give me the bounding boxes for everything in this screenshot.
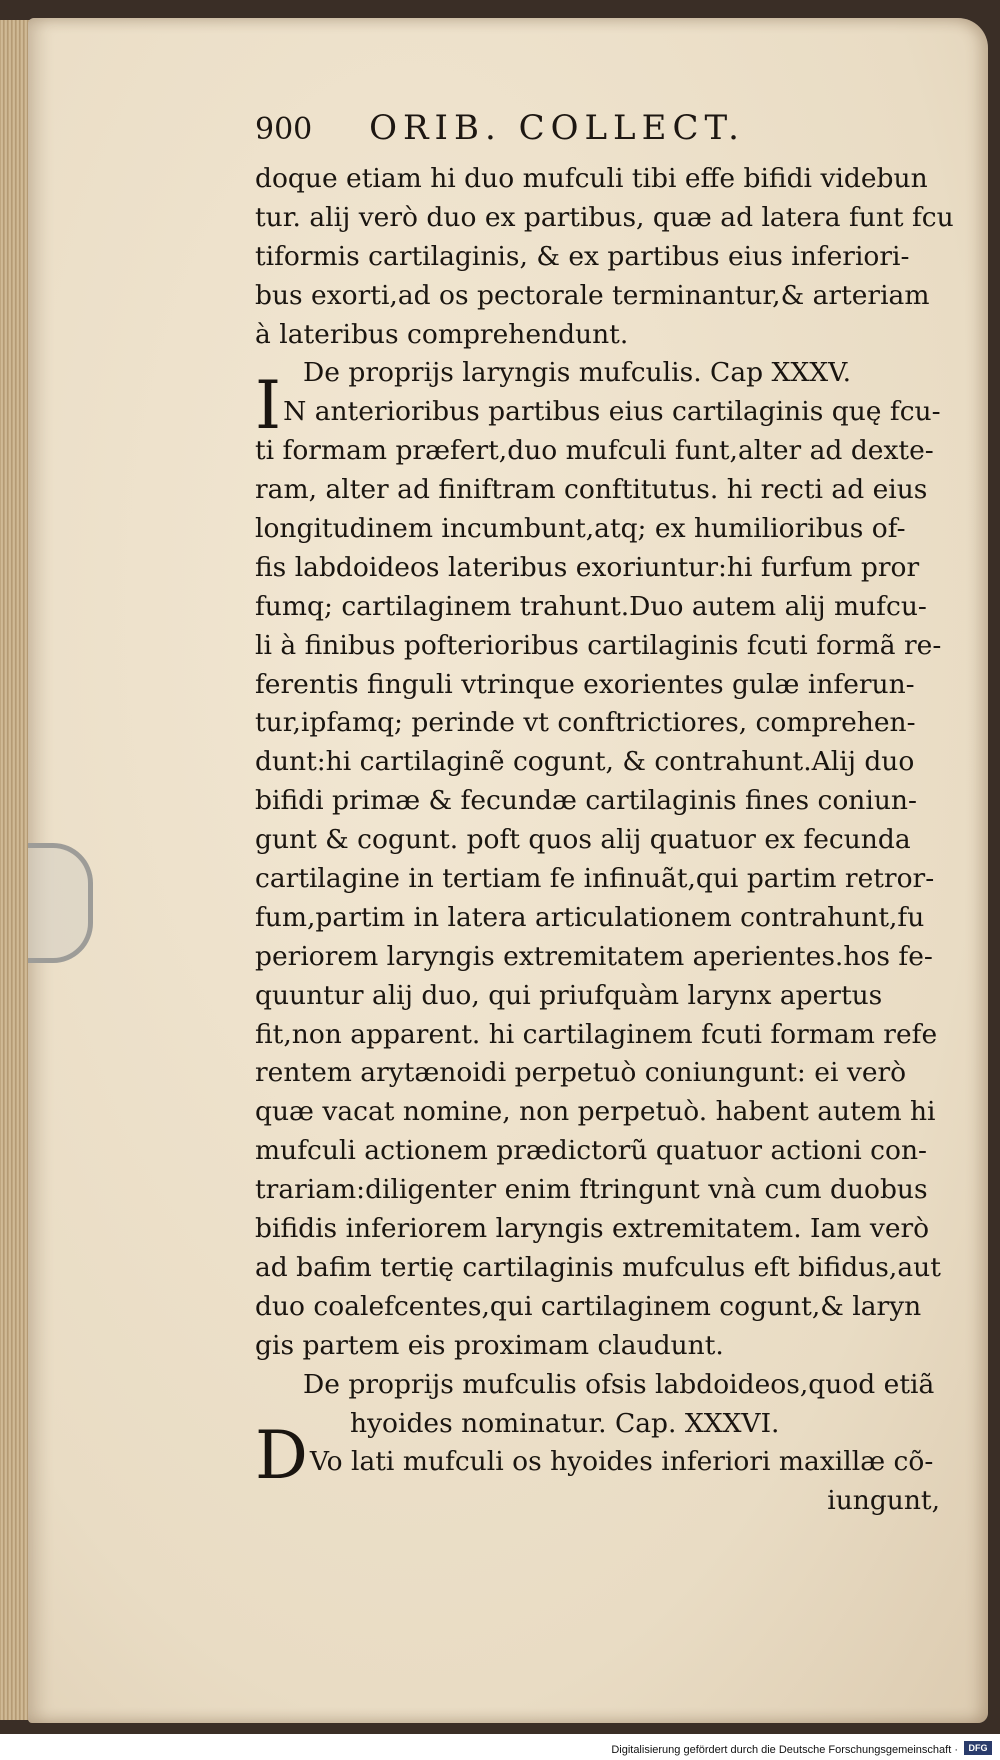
line-text: cartilagine in tertiam fe infinuãt,qui partim retror- bbox=[255, 863, 935, 895]
line-text: tur. alij verò duo ex partibus, quæ ad latera funt fcu bbox=[255, 201, 954, 233]
text-line bbox=[255, 1482, 950, 1521]
line-text: tur,ipfamq; perinde vt conftrictiores, comprehen- bbox=[255, 707, 916, 739]
line-text: quæ vacat nomine, non perpetuò. habent autem hi bbox=[255, 1096, 936, 1128]
drop-capital: D bbox=[255, 1417, 308, 1495]
line-text: ti formam præfert,duo mufculi funt,alter ad dexte- bbox=[255, 435, 934, 467]
text-line bbox=[255, 199, 954, 238]
text-line bbox=[255, 316, 950, 355]
funding-credit: Digitalisierung gefördert durch die Deutsche Forschungsgemeinschaft · bbox=[611, 1744, 958, 1756]
line-text: fit,non apparent. hi cartilaginem fcuti formam refe bbox=[255, 1018, 938, 1050]
text-line bbox=[255, 977, 950, 1016]
line-text: gis partem eis proximam claudunt. bbox=[255, 1329, 724, 1361]
text-line bbox=[255, 704, 950, 743]
text-line bbox=[255, 1210, 950, 1249]
text-line bbox=[255, 1249, 950, 1288]
chapter-heading-line bbox=[255, 354, 950, 393]
line-text: doque etiam hi duo mufculi tibi effe bifidi videbun bbox=[255, 163, 928, 194]
text-line bbox=[255, 471, 950, 510]
line-text: ram, alter ad finiftram conftitutus. hi recti ad eius bbox=[255, 474, 928, 506]
text-line bbox=[255, 549, 950, 588]
page-number: 900 bbox=[255, 112, 313, 147]
chapter-heading-line bbox=[255, 1366, 950, 1405]
line-text: periorem laryngis extremitatem aperientes.hos fe- bbox=[255, 940, 933, 972]
line-text: li à finibus pofterioribus cartilaginis fcuti formã re- bbox=[255, 629, 942, 661]
text-line bbox=[255, 160, 950, 199]
line-text: bus exorti,ad os pectorale terminantur,& arteriam bbox=[255, 279, 930, 311]
running-head bbox=[255, 108, 855, 148]
digitization-footer bbox=[0, 1734, 1000, 1760]
line-text: Vo lati mufculi os hyoides inferiori maxillæ cõ- bbox=[309, 1446, 934, 1478]
line-text: fis labdoideos lateribus exoriuntur:hi furfum pror bbox=[255, 551, 920, 583]
line-text: fumq; cartilaginem trahunt.Duo autem alij mufcu- bbox=[255, 590, 927, 622]
dfg-logo: DFG bbox=[964, 1741, 992, 1755]
line-text: ferentis finguli vtrinque exorientes gulæ inferun- bbox=[255, 668, 915, 700]
text-line bbox=[255, 1054, 950, 1093]
text-line bbox=[255, 1132, 950, 1171]
running-title: ORIB. COLLECT. bbox=[369, 108, 745, 148]
body-text bbox=[255, 160, 954, 1521]
text-line bbox=[255, 1288, 950, 1327]
line-text: N anterioribus partibus eius cartilaginis quę fcu- bbox=[283, 396, 941, 428]
line-text: duo coalefcentes,qui cartilaginem cogunt,& laryn bbox=[255, 1290, 922, 1322]
line-text: gunt & cogunt. poft quos alij quatuor ex fecunda bbox=[255, 824, 911, 856]
text-line bbox=[255, 782, 950, 821]
line-text: à lateribus comprehendunt. bbox=[255, 318, 629, 350]
text-line bbox=[255, 627, 950, 666]
text-line bbox=[255, 510, 950, 549]
line-text: longitudinem incumbunt,atq; ex humilioribus of- bbox=[255, 513, 906, 545]
line-text: De proprijs mufculis ofsis labdoideos,quod etiã bbox=[303, 1368, 935, 1400]
line-text: ad bafim tertię cartilaginis mufculus eft bifidus,aut bbox=[255, 1251, 941, 1283]
text-line bbox=[255, 666, 950, 705]
text-line bbox=[255, 588, 950, 627]
line-text: dunt:hi cartilaginẽ cogunt, & contrahunt.Alij duo bbox=[255, 746, 915, 778]
line-text: De proprijs laryngis mufculis. Cap XXXV. bbox=[303, 357, 852, 389]
text-line bbox=[255, 899, 950, 938]
page-clip bbox=[28, 843, 93, 963]
text-line bbox=[255, 238, 950, 277]
chapter-heading-line bbox=[255, 1405, 950, 1444]
line-text: hyoides nominatur. Cap. XXXVI. bbox=[350, 1407, 780, 1439]
line-text: trariam:diligenter enim ftringunt vnà cum duobus bbox=[255, 1174, 928, 1206]
line-text: rentem arytænoidi perpetuò coniungunt: ei verò bbox=[255, 1057, 907, 1089]
text-line bbox=[255, 1016, 950, 1055]
text-line bbox=[255, 860, 950, 899]
line-text: mufculi actionem prædictorũ quatuor actioni con- bbox=[255, 1135, 927, 1167]
line-text: bifidi primæ & fecundæ cartilaginis fines coniun- bbox=[255, 785, 917, 817]
line-text: tiformis cartilaginis, & ex partibus eius inferiori- bbox=[255, 240, 910, 272]
line-text: fum,partim in latera articulationem contrahunt,fu bbox=[255, 901, 925, 933]
text-line bbox=[255, 1093, 950, 1132]
line-text: bifidis inferiorem laryngis extremitatem. Iam verò bbox=[255, 1213, 930, 1245]
drop-capital: I bbox=[255, 367, 282, 445]
text-line bbox=[255, 938, 950, 977]
line-text: iungunt, bbox=[827, 1485, 940, 1517]
line-text: quuntur alij duo, qui priufquàm larynx apertus bbox=[255, 979, 883, 1011]
text-line bbox=[255, 432, 950, 471]
text-line bbox=[255, 821, 950, 860]
text-line bbox=[255, 743, 950, 782]
text-line bbox=[255, 277, 950, 316]
text-line bbox=[255, 1171, 950, 1210]
text-line bbox=[255, 1327, 950, 1366]
